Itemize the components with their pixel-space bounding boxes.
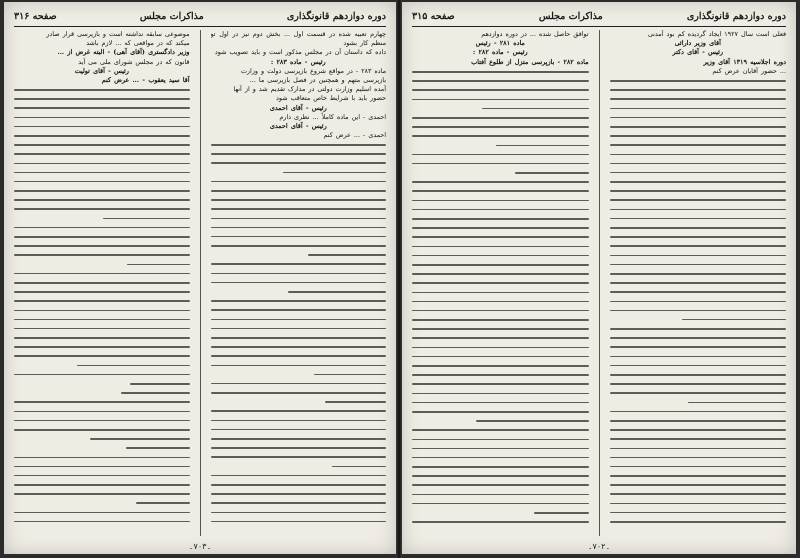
paragraph: آمده اسلیم وزارت دولتی در مدارک تقدیم شد و از آنها <box>233 85 386 94</box>
text-line <box>610 227 787 229</box>
text-line <box>412 429 589 431</box>
text-line <box>211 420 387 422</box>
text-line <box>610 264 787 266</box>
text-line <box>14 457 190 459</box>
text-line <box>610 163 787 165</box>
left-page-right-column <box>211 30 387 536</box>
paragraph: میکند که در مواقعی که ... لازم باشد <box>86 39 190 48</box>
text-line <box>14 199 190 201</box>
text-line <box>534 512 589 514</box>
text-line <box>412 218 589 220</box>
text-line <box>14 401 190 403</box>
text-line <box>77 365 190 367</box>
paragraph: چهارم تعبیه شده در قسمت اول ... بخش دوم نیز در اول تو منظم کار بشود <box>210 30 386 48</box>
text-line <box>211 199 387 201</box>
text-line <box>412 484 589 486</box>
text-line <box>14 484 190 486</box>
text-line <box>610 301 787 303</box>
text-line <box>610 135 787 137</box>
text-line <box>211 502 387 504</box>
right-page-columns <box>412 30 786 536</box>
text-line <box>610 181 787 183</box>
text-line <box>412 374 589 376</box>
text-line <box>14 355 190 357</box>
text-line <box>412 236 589 238</box>
right-page-left-column <box>412 30 589 536</box>
text-line <box>211 181 387 183</box>
right-page-right-column <box>610 30 787 536</box>
text-line <box>610 493 787 495</box>
text-line <box>211 512 387 514</box>
paragraph: توافق حاصل شده ... در دوره دوازدهم <box>481 30 589 38</box>
paragraph: وزیر دادگستری (آقای آهی) - البته غرض از ... <box>57 48 190 57</box>
text-lines <box>14 89 190 536</box>
left-center-title: مذاکرات مجلس <box>139 10 204 22</box>
text-line <box>211 355 387 357</box>
text-line <box>211 319 387 321</box>
text-line <box>332 466 386 468</box>
text-line <box>610 475 787 477</box>
text-line <box>14 310 190 312</box>
text-line <box>14 319 190 321</box>
text-line <box>610 89 787 91</box>
right-page-left-column-text <box>412 30 589 67</box>
text-line <box>412 393 589 395</box>
text-line <box>288 291 386 293</box>
text-line <box>14 107 190 109</box>
paragraph: بازپرسی متهم و همچنین در فصل بازپرسی ما ... <box>249 76 386 85</box>
text-line <box>412 264 589 266</box>
text-line <box>211 521 387 523</box>
paragraph: موضوعی سابقه نداشته است و بازپرسی قرار صادر <box>46 30 190 38</box>
text-line <box>412 356 589 358</box>
text-line <box>412 457 589 459</box>
text-line <box>610 199 787 201</box>
text-line <box>130 383 190 385</box>
text-line <box>610 236 787 238</box>
text-line <box>412 80 589 82</box>
text-line <box>482 108 589 110</box>
text-line <box>610 457 787 459</box>
section-heading: ماده ۲۸۱ - رئیس <box>475 39 525 48</box>
text-line <box>610 108 787 110</box>
paragraph: فعلی است سال ۱۹۲۷ ایجاد گردیده کم بود آمدنی <box>647 30 786 38</box>
text-line <box>610 392 787 394</box>
text-line <box>211 493 387 495</box>
text-line <box>14 300 190 302</box>
text-line <box>14 346 190 348</box>
paragraph: حضور باید با شرایط خاص متعاقب شود <box>276 94 386 103</box>
text-line <box>412 273 589 275</box>
text-line <box>14 135 190 137</box>
text-line <box>515 172 588 174</box>
text-line <box>610 154 787 156</box>
text-line <box>325 401 386 403</box>
text-line <box>610 337 787 339</box>
text-line <box>14 512 190 514</box>
text-line <box>412 319 589 321</box>
text-line <box>610 80 787 82</box>
text-line <box>211 144 387 146</box>
text-line <box>211 429 387 431</box>
text-line <box>610 484 787 486</box>
text-line <box>14 282 190 284</box>
text-line <box>610 448 787 450</box>
text-line <box>610 310 787 312</box>
section-heading: رئیس - آقای تولیت <box>74 66 129 75</box>
text-line <box>412 209 589 211</box>
right-page <box>402 2 796 554</box>
paragraph: ماده ۲۸۲ - بازپرسی متزل از طلوع آفتاب <box>471 57 589 66</box>
text-lines <box>211 144 387 536</box>
left-page-label: صفحه ۳۱۶ <box>14 10 57 22</box>
text-line <box>14 163 190 165</box>
text-line <box>211 208 387 210</box>
section-heading: رئیس - ماده ۲۸۳ : <box>270 57 326 66</box>
paragraph: ... حضور آقایان عرض کنم <box>712 66 786 75</box>
text-line <box>211 309 387 311</box>
text-line <box>14 126 190 128</box>
text-line <box>610 411 787 413</box>
left-page-right-column-text <box>211 30 387 140</box>
column-divider <box>200 30 201 536</box>
text-line <box>14 429 190 431</box>
text-line <box>610 374 787 376</box>
text-line <box>610 521 787 523</box>
paragraph: داده که داستان آن در مجلس مذکور است و باید تصویب شود <box>214 48 386 57</box>
text-line <box>121 392 189 394</box>
text-line <box>412 411 589 413</box>
text-line <box>211 383 387 385</box>
section-heading: رئیس - آقای احمدی <box>269 122 327 131</box>
text-line <box>211 438 387 440</box>
text-line <box>211 263 387 265</box>
text-line <box>412 154 589 156</box>
text-line <box>412 292 589 294</box>
text-line <box>412 503 589 505</box>
text-line <box>412 383 589 385</box>
text-line <box>14 273 190 275</box>
right-page-right-column-text <box>610 30 787 76</box>
text-line <box>412 99 589 101</box>
text-line <box>211 282 387 284</box>
text-line <box>610 356 787 358</box>
text-line <box>412 448 589 450</box>
text-line <box>412 246 589 248</box>
right-series-title: دوره دوازدهم قانونگذاری <box>686 10 786 22</box>
text-line <box>610 172 787 174</box>
text-line <box>14 493 190 495</box>
paragraph: دوره اجلاسیه ۱۳۱۹ آقای وزیر <box>703 57 786 66</box>
text-line <box>127 264 190 266</box>
text-line <box>211 245 387 247</box>
text-line <box>211 153 387 155</box>
text-line <box>211 365 387 367</box>
text-line <box>610 209 787 211</box>
text-line <box>412 328 589 330</box>
text-line <box>412 135 589 137</box>
text-line <box>610 282 787 284</box>
text-line <box>14 466 190 468</box>
right-center-title: مذاکرات مجلس <box>538 10 603 22</box>
text-line <box>14 89 190 91</box>
left-page-columns <box>14 30 386 536</box>
text-line <box>14 117 190 119</box>
text-line <box>610 429 787 431</box>
text-line <box>211 227 387 229</box>
text-line <box>610 512 787 514</box>
text-line <box>14 144 190 146</box>
section-heading: آقای وزیر دارائی <box>674 39 721 48</box>
left-page-left-column-text <box>14 30 190 85</box>
text-line <box>14 98 190 100</box>
text-line <box>14 190 190 192</box>
text-line <box>90 438 190 440</box>
paragraph: ماده ۲۸۳ - در مواقع شروع بازپرسی دولت و وزارت <box>240 66 386 75</box>
text-line <box>412 365 589 367</box>
text-line <box>211 475 387 477</box>
text-line <box>14 208 190 210</box>
left-page-left-column <box>14 30 190 536</box>
text-line <box>283 172 386 174</box>
section-heading: رئیس - آقای دکتر <box>672 48 723 57</box>
text-line <box>211 346 387 348</box>
text-line <box>610 420 787 422</box>
text-line <box>412 227 589 229</box>
text-line <box>14 172 190 174</box>
text-line <box>496 145 588 147</box>
paragraph: احمدی - این ماده کاملاً ... نظری دارم <box>279 112 386 121</box>
text-line <box>211 190 387 192</box>
text-line <box>412 255 589 257</box>
text-line <box>14 420 190 422</box>
text-line <box>610 126 787 128</box>
text-line <box>682 319 786 321</box>
left-series-title: دوره دوازدهم قانونگذاری <box>286 10 386 22</box>
text-line <box>211 162 387 164</box>
left-page-header <box>14 8 386 27</box>
text-line <box>211 456 387 458</box>
text-line <box>610 365 787 367</box>
text-line <box>610 346 787 348</box>
paragraph: آقا سید یعقوب - ... عرض کنم <box>101 76 190 85</box>
text-line <box>14 337 190 339</box>
text-line <box>314 374 386 376</box>
text-line <box>308 254 386 256</box>
text-line <box>412 402 589 404</box>
text-line <box>610 144 787 146</box>
text-line <box>412 282 589 284</box>
text-line <box>412 475 589 477</box>
text-line <box>610 466 787 468</box>
text-line <box>14 411 190 413</box>
text-line <box>610 383 787 385</box>
right-page-label: صفحه ۳۱۵ <box>412 10 455 22</box>
text-line <box>688 402 786 404</box>
text-line <box>136 502 190 504</box>
text-line <box>610 98 787 100</box>
text-line <box>211 447 387 449</box>
text-lines <box>610 80 787 536</box>
text-line <box>211 218 387 220</box>
text-line <box>14 254 190 256</box>
paragraph: قانون که در مجلس شورای ملی می آید <box>78 57 190 66</box>
text-line <box>412 439 589 441</box>
text-line <box>610 291 787 293</box>
text-line <box>610 503 787 505</box>
text-line <box>14 236 190 238</box>
text-line <box>412 521 589 523</box>
text-line <box>211 328 387 330</box>
text-line <box>14 374 190 376</box>
text-line <box>412 89 589 91</box>
text-line <box>610 328 787 330</box>
text-line <box>412 466 589 468</box>
text-line <box>14 181 190 183</box>
left-page <box>4 2 396 554</box>
column-divider <box>599 30 600 536</box>
text-line <box>412 347 589 349</box>
text-line <box>126 447 190 449</box>
left-page-footer: ۔۷۰۳۔ <box>188 542 212 551</box>
text-line <box>14 227 190 229</box>
text-lines <box>412 71 589 536</box>
right-page-header <box>412 8 786 27</box>
text-line <box>412 494 589 496</box>
text-line <box>211 273 387 275</box>
text-line <box>211 392 387 394</box>
text-line <box>412 163 589 165</box>
text-line <box>211 410 387 412</box>
text-line <box>610 117 787 119</box>
text-line <box>14 521 190 523</box>
text-line <box>610 218 787 220</box>
text-line <box>610 245 787 247</box>
text-line <box>412 301 589 303</box>
text-line <box>412 181 589 183</box>
text-line <box>211 300 387 302</box>
section-heading: رئیس - آقای احمدی <box>269 103 327 112</box>
right-page-footer: ۔۷۰۲۔ <box>587 542 611 551</box>
text-line <box>211 337 387 339</box>
text-line <box>14 328 190 330</box>
text-line <box>610 255 787 257</box>
text-line <box>412 190 589 192</box>
text-line <box>412 310 589 312</box>
text-line <box>211 484 387 486</box>
text-line <box>610 438 787 440</box>
text-line <box>412 126 589 128</box>
text-line <box>610 190 787 192</box>
paragraph: احمدی - ... عرض کنم <box>323 131 386 140</box>
section-heading: رئیس - ماده ۲۸۲ : <box>472 48 528 57</box>
text-line <box>14 245 190 247</box>
text-line <box>412 200 589 202</box>
text-line <box>14 475 190 477</box>
text-line <box>476 420 588 422</box>
text-line <box>412 71 589 73</box>
text-line <box>14 153 190 155</box>
text-line <box>103 218 190 220</box>
text-line <box>14 291 190 293</box>
text-line <box>412 117 589 119</box>
text-line <box>412 337 589 339</box>
text-line <box>610 273 787 275</box>
text-line <box>211 236 387 238</box>
